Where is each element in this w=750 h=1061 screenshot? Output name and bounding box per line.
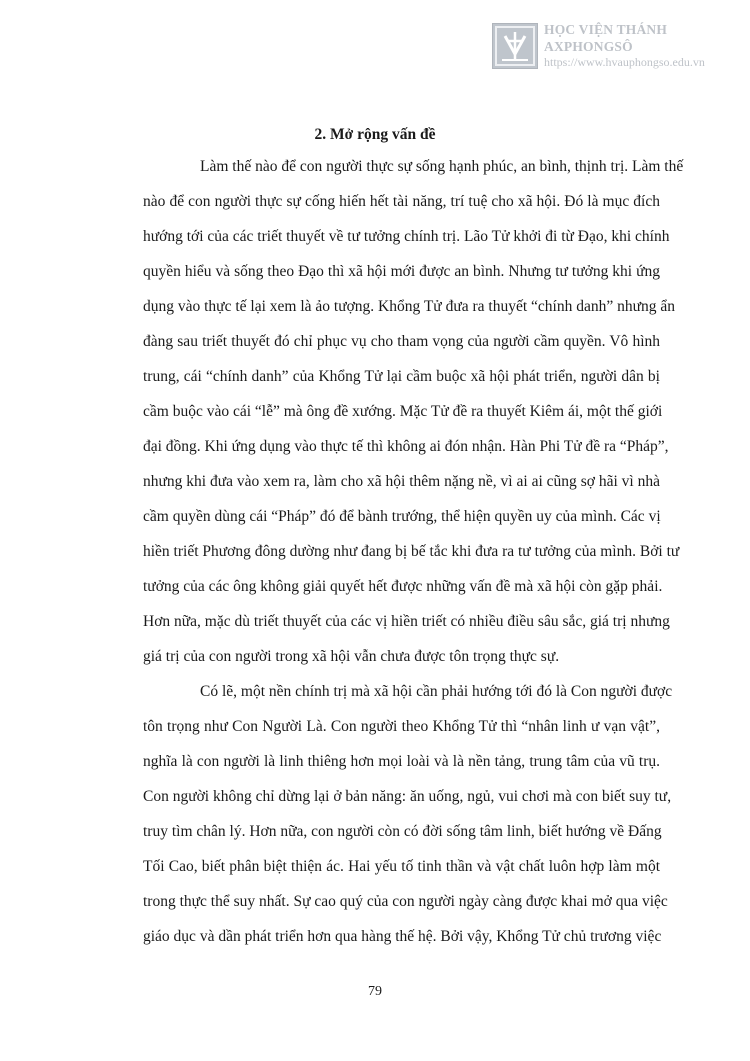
text-line: trong thực thể suy nhất. Sự cao quý của con người ngày càng được khai mở qua việc <box>143 893 668 910</box>
text-line: nhưng khi đưa vào xem ra, làm cho xã hội thêm nặng nề, vì ai ai cũng sợ hãi vì nhà <box>143 473 660 490</box>
watermark <box>492 22 728 70</box>
watermark-title: HỌC VIỆN THÁNH AXPHONGSÔ <box>544 21 668 54</box>
academy-logo-icon <box>492 23 538 69</box>
text-line: Làm thế nào để con người thực sự sống hạnh phúc, an bình, thịnh trị. Làm thế <box>200 158 684 175</box>
text-line: dụng vào thực tế lại xem là ảo tượng. Khổng Tử đưa ra thuyết “chính danh” nhưng ẩn <box>143 298 676 315</box>
text-line: Có lẽ, một nền chính trị mà xã hội cần phải hướng tới đó là Con người được <box>200 683 673 700</box>
section-heading: 2. Mở rộng vấn đề <box>314 126 436 143</box>
text-line: hướng tới của các triết thuyết về tư tưởng chính trị. Lão Tử khởi đi từ Đạo, khi chính <box>143 228 670 245</box>
text-line: hiền triết Phương đông dường như đang bị bế tắc khi đưa ra tư tưởng của mình. Bởi tư <box>143 543 680 560</box>
text-line: Tối Cao, biết phân biệt thiện ác. Hai yếu tố tinh thần và vật chất luôn hợp làm một <box>143 858 660 875</box>
text-line: quyền hiểu và sống theo Đạo thì xã hội mới được an bình. Nhưng tư tưởng khi ứng <box>143 263 660 280</box>
text-line: đàng sau triết thuyết đó chỉ phục vụ cho tham vọng của người cầm quyền. Vô hình <box>143 333 660 350</box>
text-line: trung, cái “chính danh” của Khổng Tử lại cầm buộc xã hội phát triển, người dân bị <box>143 368 660 385</box>
text-line: nào để con người thực sự cống hiến hết tài năng, trí tuệ cho xã hội. Đó là mục đích <box>143 193 660 210</box>
text-line: cầm quyền dùng cái “Pháp” đó để bành trướng, thể hiện quyền uy của mình. Các vị <box>143 508 661 525</box>
text-line: tưởng của các ông không giải quyết hết được những vấn đề mà xã hội còn gặp phải. <box>143 578 663 595</box>
text-line: truy tìm chân lý. Hơn nữa, con người còn có đời sống tâm linh, biết hướng về Đấng <box>143 823 662 840</box>
text-line: giáo dục và dần phát triển hơn qua hàng thế hệ. Bởi vậy, Khổng Tử chủ trương việc <box>143 928 662 945</box>
text-line: giá trị của con người trong xã hội vẫn chưa được tôn trọng thực sự. <box>143 648 560 665</box>
text-line: cầm buộc vào cái “lễ” mà ông đề xướng. Mặc Tử đề ra thuyết Kiêm ái, một thế giới <box>143 403 663 420</box>
page-number: 79 <box>368 984 382 999</box>
watermark-url: https://www.hvauphongso.edu.vn <box>544 55 705 70</box>
text-line: tôn trọng như Con Người Là. Con người theo Khổng Tử thì “nhân linh ư vạn vật”, <box>143 718 660 735</box>
text-line: Hơn nữa, mặc dù triết thuyết của các vị hiền triết có nhiều điều sâu sắc, giá trị nhưng <box>143 613 670 630</box>
text-line: Con người không chỉ dừng lại ở bản năng: ăn uống, ngủ, vui chơi mà con biết suy tư, <box>143 788 672 805</box>
text-line: nghĩa là con người là linh thiêng hơn mọi loài và là nền tảng, trung tâm của vũ trụ. <box>143 753 660 770</box>
text-line: đại đồng. Khi ứng dụng vào thực tế thì không ai đón nhận. Hàn Phi Tử đề ra “Pháp”, <box>143 438 669 455</box>
